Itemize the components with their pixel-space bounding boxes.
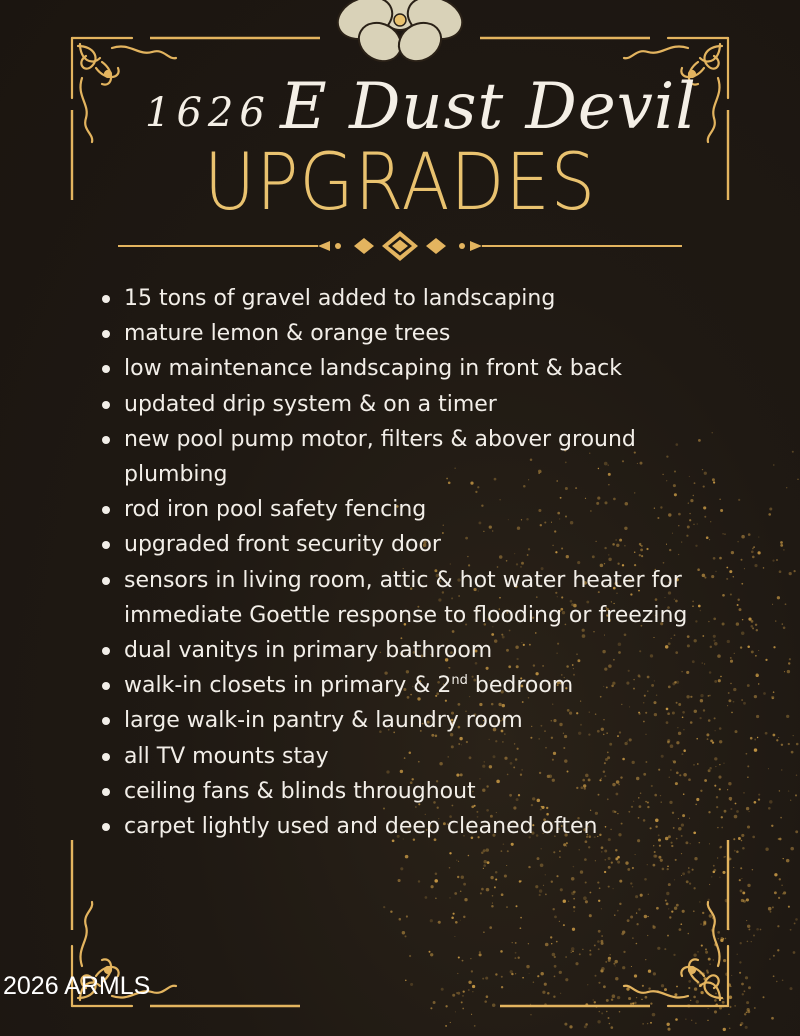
list-item: large walk-in pantry & laundry room [98,703,738,738]
upgrades-list [98,281,738,844]
street-name: E Dust Devil [280,70,697,144]
list-item: low maintenance landscaping in front & back [98,351,738,386]
list-item: new pool pump motor, filters & abover ground plumbing [98,422,738,492]
flower-icon [335,0,465,65]
list-item: rod iron pool safety fencing [98,492,738,527]
list-item: carpet lightly used and deep cleaned often [98,809,738,844]
list-item: dual vanitys in primary bathroom [98,633,738,668]
closets-text: walk-in closets in primary & 2 [124,673,452,699]
ornamental-divider-icon [118,228,682,264]
closets-text-end: bedroom [467,673,574,699]
list-item: sensors in living room, attic & hot water heater for immediate Goettle response to flooding or freezing [98,563,738,633]
list-item-closets [98,668,738,703]
list-item: ceiling fans & blinds throughout [98,774,738,809]
list-item: mature lemon & orange trees [98,316,738,351]
property-address [135,70,697,145]
list-item: 15 tons of gravel added to landscaping [98,281,738,316]
copyright-watermark: 2026 ARMLS [3,972,151,1000]
street-number: 1626 [145,90,271,136]
list-item: upgraded front security door [98,527,738,562]
list-item: all TV mounts stay [98,739,738,774]
page-title: UPGRADES [203,138,597,228]
ordinal-suffix: nd [451,673,468,689]
list-item: updated drip system & on a timer [98,387,738,422]
